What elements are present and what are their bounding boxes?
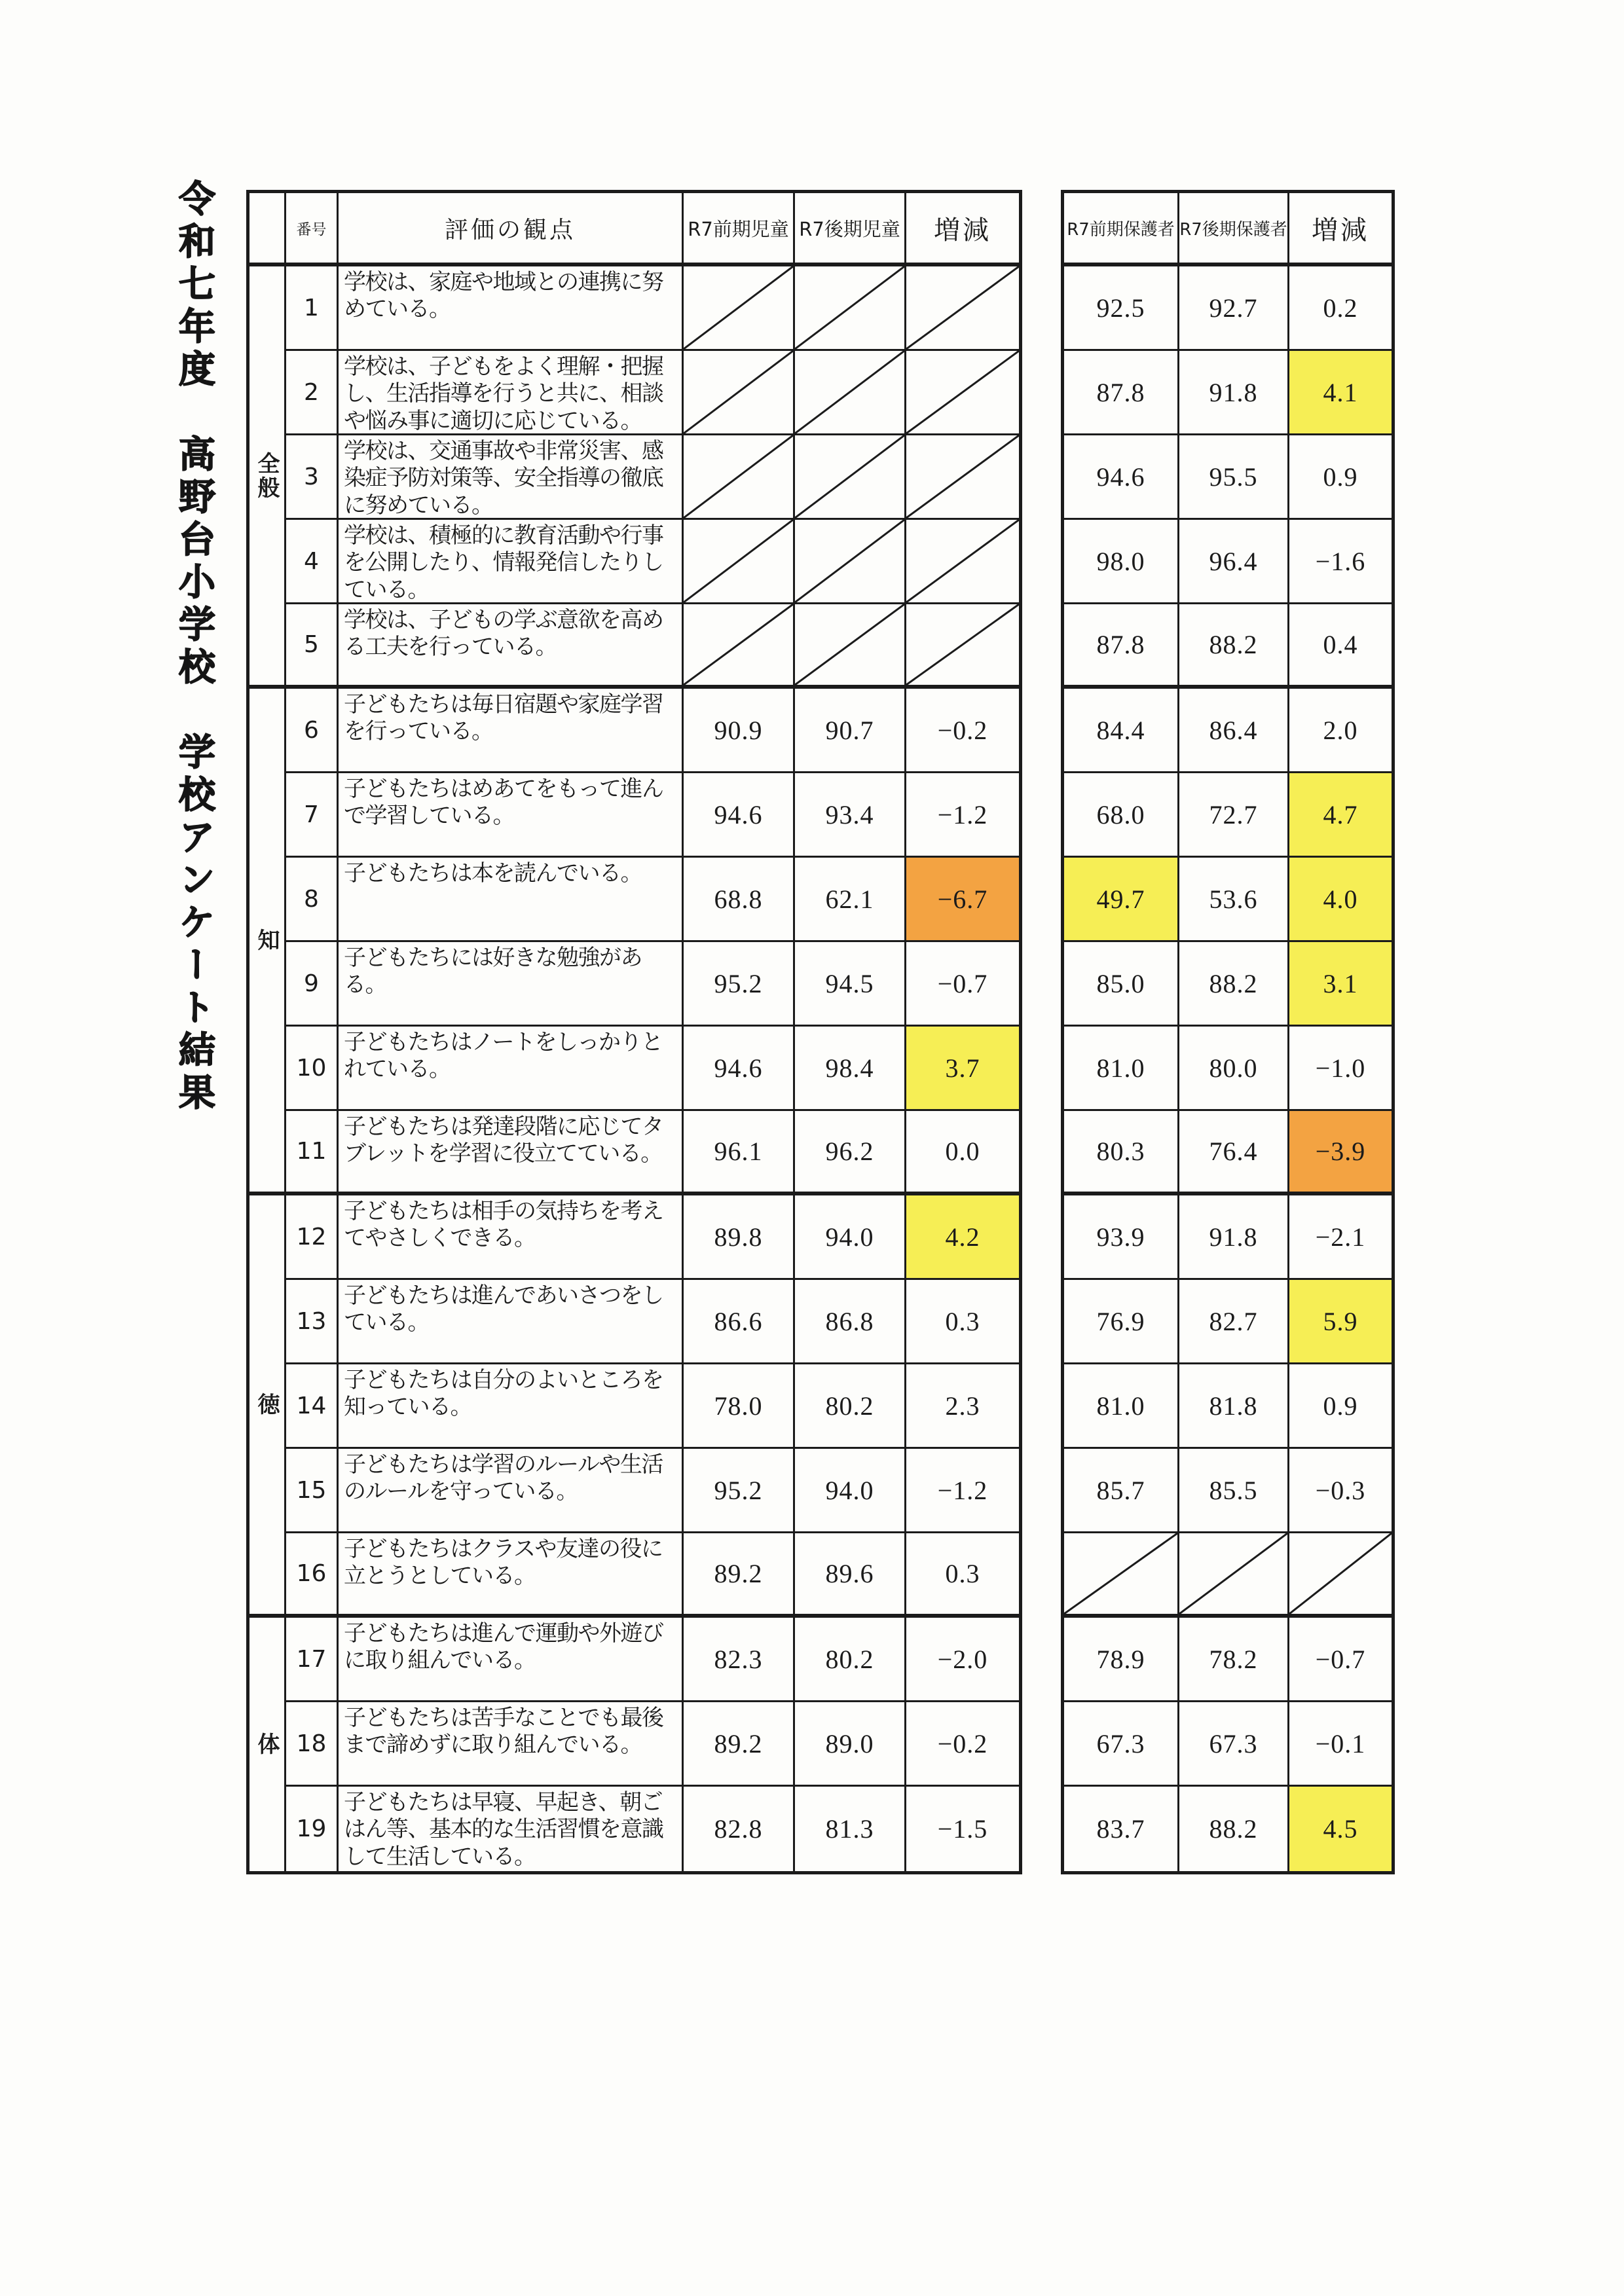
question-cell: 学校は、子どもの学ぶ意欲を高める工夫を行っている。 [339,604,684,689]
student-pre-score-cell: 89.2 [684,1533,795,1618]
student-post-score-cell: 96.2 [795,1111,906,1195]
question-cell: 子どもたちはノートをしっかりとれている。 [339,1027,684,1111]
diagonal-slash [906,435,1019,518]
student-post-score-cell: 80.2 [795,1364,906,1449]
question-cell: 子どもたちは苦手なことでも最後まで諦めずに取り組んでいる。 [339,1702,684,1787]
student-pre-score-cell: 94.6 [684,773,795,858]
row-number-cell: 1 [286,266,339,351]
student-post-score-cell [795,351,906,435]
student-delta-cell: 0.0 [906,1111,1019,1195]
student-pre-score-cell: 78.0 [684,1364,795,1449]
row-number-cell: 4 [286,520,339,604]
diagonal-slash [684,266,793,349]
student-delta-cell: −0.2 [906,689,1019,773]
student-post-score-cell: 62.1 [795,858,906,942]
parent-post-score-cell: 85.5 [1179,1449,1289,1533]
student-delta-cell: 3.7 [906,1027,1019,1111]
viewpoint-column-header: 評価の観点 [339,193,684,266]
student-delta-cell [906,520,1019,604]
row-number-cell: 16 [286,1533,339,1618]
row-number-cell: 3 [286,435,339,520]
question-cell: 子どもたちは毎日宿題や家庭学習を行っている。 [339,689,684,773]
question-cell: 子どもたちは学習のルールや生活のルールを守っている。 [339,1449,684,1533]
question-cell: 学校は、交通事故や非常災害、感染症予防対策等、安全指導の徹底に努めている。 [339,435,684,520]
parent-post-score-cell: 95.5 [1179,435,1289,520]
student-post-score-cell [795,604,906,689]
number-column-header: 番号 [286,193,339,266]
parent-post-score-cell: 76.4 [1179,1111,1289,1195]
student-pre-score-cell [684,266,795,351]
parent-delta-cell: 0.4 [1289,604,1392,689]
parent-post-score-cell: 96.4 [1179,520,1289,604]
student-pre-score-cell: 89.8 [684,1195,795,1280]
student-pre-score-cell: 95.2 [684,1449,795,1533]
parent-pre-score-cell: 81.0 [1064,1364,1179,1449]
parent-pre-score-cell: 84.4 [1064,689,1179,773]
parent-delta-cell: −1.6 [1289,520,1392,604]
parent-pre-term-header: R7前期保護者 [1064,193,1179,266]
diagonal-slash [795,351,904,433]
parent-post-score-cell: 88.2 [1179,1787,1289,1871]
student-pre-score-cell: 82.3 [684,1618,795,1702]
diagonal-slash [795,520,904,602]
parent-post-score-cell: 81.8 [1179,1364,1289,1449]
parent-post-score-cell: 92.7 [1179,266,1289,351]
diagonal-slash [795,266,904,349]
question-cell: 子どもたちは自分のよいところを知っている。 [339,1364,684,1449]
student-delta-cell: 4.2 [906,1195,1019,1280]
student-delta-cell [906,435,1019,520]
question-cell: 子どもたちは発達段階に応じてタブレットを学習に役立てている。 [339,1111,684,1195]
student-post-term-header: R7後期児童 [795,193,906,266]
parent-delta-cell: 4.7 [1289,773,1392,858]
parent-post-score-cell: 86.4 [1179,689,1289,773]
student-pre-score-cell: 82.8 [684,1787,795,1871]
diagonal-slash [1064,1533,1177,1614]
question-cell: 子どもたちは早寝、早起き、朝ごはん等、基本的な生活習慣を意識して生活している。 [339,1787,684,1871]
student-post-score-cell: 80.2 [795,1618,906,1702]
diagonal-slash [684,351,793,433]
student-delta-cell: −1.5 [937,1814,988,1844]
student-pre-score-cell: 96.1 [684,1111,795,1195]
row-number-cell: 8 [286,858,339,942]
student-delta-cell: 0.3 [906,1533,1019,1618]
category-cell: 徳 [249,1195,286,1618]
parent-delta-cell: −1.0 [1289,1027,1392,1111]
parent-post-score-cell: 91.8 [1179,1195,1289,1280]
student-delta-cell: 2.3 [906,1364,1019,1449]
parent-delta-cell: −0.1 [1289,1702,1392,1787]
question-cell: 子どもたちは相手の気持ちを考えてやさしくできる。 [339,1195,684,1280]
student-post-score-cell: 86.8 [795,1280,906,1364]
student-delta-cell: −0.2 [906,1702,1019,1787]
student-pre-score-cell [684,520,795,604]
question-cell: 子どもたちには好きな勉強がある。 [339,942,684,1027]
parent-pre-score-cell: 68.0 [1064,773,1179,858]
parent-pre-score-cell: 76.9 [1064,1280,1179,1364]
student-post-score-cell: 81.3 [795,1787,906,1871]
parent-pre-score-cell: 87.8 [1064,604,1179,689]
parent-delta-cell [1289,1533,1392,1618]
parent-delta-cell: 5.9 [1289,1280,1392,1364]
diagonal-slash [906,604,1019,685]
row-number-cell: 19 [286,1787,339,1871]
parent-pre-score-cell: 67.3 [1064,1702,1179,1787]
student-post-score-cell: 94.5 [795,942,906,1027]
question-cell: 学校は、積極的に教育活動や行事を公開したり、情報発信したりしている。 [339,520,684,604]
student-delta-cell: −0.7 [906,942,1019,1027]
student-post-score-cell [795,520,906,604]
parent-pre-score-cell: 49.7 [1064,858,1179,942]
parent-pre-score-cell: 98.0 [1064,520,1179,604]
row-number-cell: 10 [286,1027,339,1111]
diagonal-slash [795,604,904,685]
category-column-header [249,193,286,266]
parent-delta-header: 増減 [1289,193,1392,266]
row-number-cell: 7 [286,773,339,858]
row-number-cell: 15 [286,1449,339,1533]
student-pre-score-cell: 89.2 [684,1702,795,1787]
parent-post-score-cell: 78.2 [1179,1618,1289,1702]
parent-post-score-cell: 53.6 [1179,858,1289,942]
student-post-score-cell: 98.4 [795,1027,906,1111]
row-number-cell: 18 [286,1702,339,1787]
student-pre-score-cell [684,435,795,520]
student-pre-score-cell: 90.9 [684,689,795,773]
parent-delta-cell: 4.5 [1289,1787,1392,1871]
parent-delta-cell: −3.9 [1289,1111,1392,1195]
student-pre-score-cell: 95.2 [684,942,795,1027]
parent-delta-cell: 0.9 [1289,435,1392,520]
row-number-cell: 12 [286,1195,339,1280]
parent-pre-score-cell: 94.6 [1064,435,1179,520]
student-delta-header: 増減 [906,193,1019,266]
student-post-score-cell: 94.0 [795,1195,906,1280]
student-pre-score-cell [684,351,795,435]
student-delta-cell: −2.0 [906,1618,1019,1702]
student-pre-score-cell: 94.6 [684,1027,795,1111]
parent-post-score-cell: 80.0 [1179,1027,1289,1111]
parent-delta-cell: 4.0 [1289,858,1392,942]
parent-pre-score-cell: 85.7 [1064,1449,1179,1533]
student-results-table [246,190,1022,1874]
parent-pre-score-cell: 81.0 [1064,1027,1179,1111]
category-cell: 体 [249,1618,286,1871]
diagonal-slash [684,520,793,602]
diagonal-slash [906,266,1019,349]
diagonal-slash [1289,1533,1392,1614]
parent-delta-cell: 0.2 [1289,266,1392,351]
parent-pre-score-cell: 93.9 [1064,1195,1179,1280]
parent-pre-score-cell: 92.5 [1064,266,1179,351]
parent-pre-score-cell: 78.9 [1064,1618,1179,1702]
parent-delta-cell: −0.3 [1289,1449,1392,1533]
question-cell: 子どもたちはクラスや友達の役に立とうとしている。 [339,1533,684,1618]
parent-delta-cell: 3.1 [1289,942,1392,1027]
row-number-cell: 17 [286,1618,339,1702]
parent-pre-score-cell [1064,1533,1179,1618]
parent-post-score-cell [1179,1533,1289,1618]
question-cell: 学校は、家庭や地域との連携に努めている。 [339,266,684,351]
student-delta-cell [906,604,1019,689]
student-post-score-cell: 93.4 [795,773,906,858]
parent-post-score-cell: 91.8 [1179,351,1289,435]
student-post-score-cell: 89.0 [795,1702,906,1787]
row-number-cell: 9 [286,942,339,1027]
diagonal-slash [1179,1533,1287,1614]
parent-delta-cell: −2.1 [1289,1195,1392,1280]
parent-delta-cell: −0.7 [1289,1618,1392,1702]
question-cell: 学校は、子どもをよく理解・把握し、生活指導を行うと共に、相談や悩み事に適切に応じている。 [339,351,684,435]
question-cell: 子どもたちはめあてをもって進んで学習している。 [339,773,684,858]
parent-post-term-header: R7後期保護者 [1179,193,1289,266]
student-post-score-cell: 94.0 [795,1449,906,1533]
question-cell: 子どもたちは本を読んでいる。 [339,858,684,942]
student-post-score-cell: 90.7 [795,689,906,773]
student-pre-score-cell [684,604,795,689]
category-cell: 全般 [249,266,286,689]
student-post-score-cell [795,435,906,520]
student-delta-cell: 0.3 [906,1280,1019,1364]
diagonal-slash [906,351,1019,433]
student-post-score-cell: 89.6 [795,1533,906,1618]
student-delta-cell [906,266,1019,351]
diagonal-slash [684,435,793,518]
student-pre-term-header: R7前期児童 [684,193,795,266]
row-number-cell: 5 [286,604,339,689]
diagonal-slash [795,435,904,518]
parent-post-score-cell: 88.2 [1179,942,1289,1027]
row-number-cell: 11 [286,1111,339,1195]
category-cell: 知 [249,689,286,1195]
parent-pre-score-cell: 87.8 [1064,351,1179,435]
parent-pre-score-cell: 85.0 [1064,942,1179,1027]
row-number-cell: 13 [286,1280,339,1364]
parent-delta-cell: 4.1 [1289,351,1392,435]
student-post-score-cell [795,266,906,351]
parent-delta-cell: 2.0 [1289,689,1392,773]
parent-post-score-cell: 88.2 [1179,604,1289,689]
parent-post-score-cell: 82.7 [1179,1280,1289,1364]
parent-pre-score-cell: 83.7 [1064,1787,1179,1871]
student-delta-cell: −1.2 [906,773,1019,858]
student-delta-cell: −6.7 [906,858,1019,942]
parent-post-score-cell: 67.3 [1179,1702,1289,1787]
student-pre-score-cell: 68.8 [684,858,795,942]
document-vertical-title: 令和七年度 高野台小学校 学校アンケート結果 [173,179,215,1116]
row-number-cell: 14 [286,1364,339,1449]
parent-results-table [1061,190,1395,1874]
row-number-cell: 6 [286,689,339,773]
parent-post-score-cell: 72.7 [1179,773,1289,858]
row-number-cell: 2 [286,351,339,435]
student-delta-cell [906,351,1019,435]
parent-delta-cell: 0.9 [1289,1364,1392,1449]
parent-pre-score-cell: 80.3 [1064,1111,1179,1195]
diagonal-slash [684,604,793,685]
diagonal-slash [906,520,1019,602]
student-pre-score-cell: 86.6 [684,1280,795,1364]
question-cell: 子どもたちは進んであいさつをしている。 [339,1280,684,1364]
student-delta-cell: −1.2 [906,1449,1019,1533]
question-cell: 子どもたちは進んで運動や外遊びに取り組んでいる。 [339,1618,684,1702]
